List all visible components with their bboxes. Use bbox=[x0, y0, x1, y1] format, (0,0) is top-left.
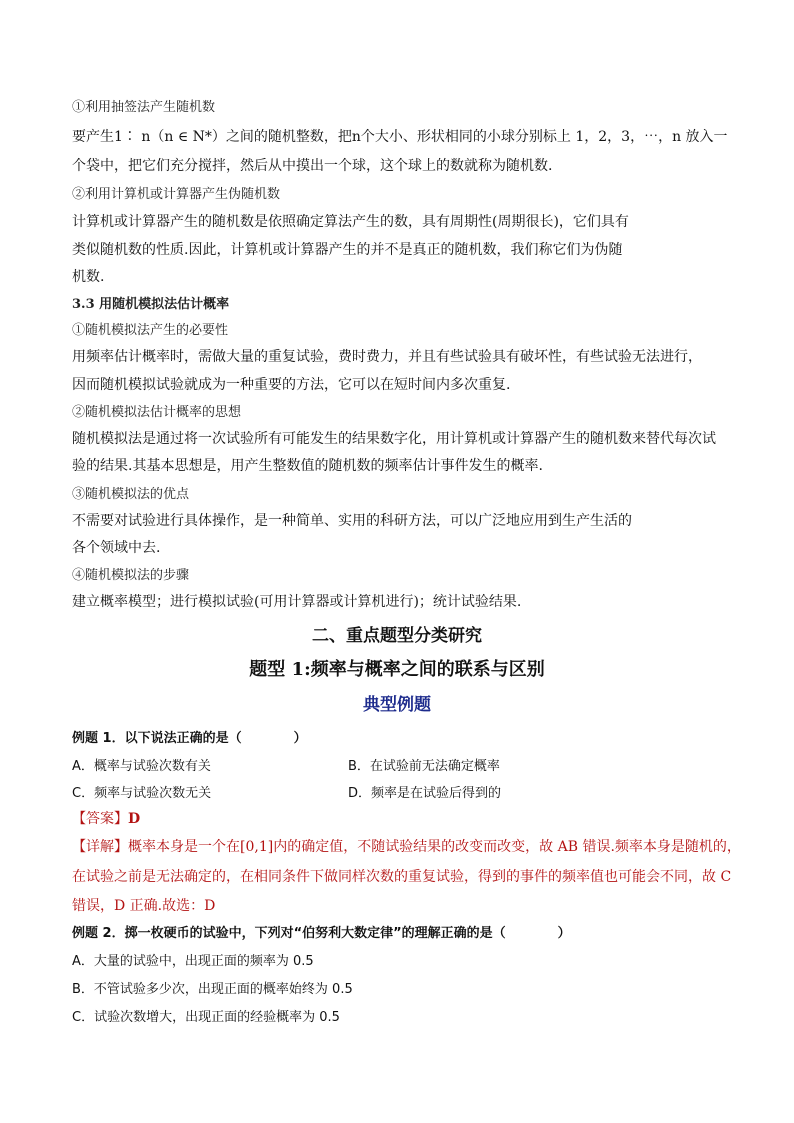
paragraph-line: 不需要对试验进行具体操作，是一种简单、实用的科研方法，可以广泛地应用到生产生活的 bbox=[72, 513, 632, 529]
heading-computer-method: ②利用计算机或计算器产生伪随机数 bbox=[72, 187, 281, 202]
part-title: 二、重点题型分类研究 bbox=[312, 626, 482, 646]
option-c: C．试验次数增大，出现正面的经验概率为 0.5 bbox=[72, 1010, 340, 1025]
detail-row bbox=[72, 836, 741, 856]
paragraph-line: 个袋中，把它们充分搅拌，然后从中摸出一个球，这个球上的数就称为随机数. bbox=[72, 158, 553, 174]
heading-steps: ④随机模拟法的步骤 bbox=[72, 568, 190, 583]
detail-text: 概率本身是一个在[0,1]内的确定值，不随试验结果的改变而改变，故 AB 错误.频率本身是随机的， bbox=[128, 839, 741, 855]
option-d: D．频率是在试验后得到的 bbox=[348, 786, 502, 801]
detail-text: 在试验之前是无法确定的，在相同条件下做同样次数的重复试验，得到的事件的频率值也可能会不同，故 C bbox=[72, 869, 732, 885]
option-a: A．概率与试验次数有关 bbox=[72, 759, 211, 774]
example-2-question: 例题 2．掷一枚硬币的试验中，下列对“伯努利大数定律”的理解正确的是（ ） bbox=[72, 926, 571, 941]
heading-necessity: ①随机模拟法产生的必要性 bbox=[72, 323, 229, 338]
answer-row bbox=[72, 808, 140, 828]
heading-idea: ②随机模拟法估计概率的思想 bbox=[72, 405, 242, 420]
paragraph-line: 计算机或计算器产生的随机数是依照确定算法产生的数，具有周期性(周期很长)，它们具有 bbox=[72, 214, 629, 230]
detail-tag: 【详解】 bbox=[72, 839, 128, 855]
option-c: C．频率与试验次数无关 bbox=[72, 786, 212, 801]
detail-text: 错误，D 正确.故选：D bbox=[72, 898, 216, 914]
example-1-question: 例题 1．以下说法正确的是（ ） bbox=[72, 731, 307, 746]
paragraph-line: 各个领域中去. bbox=[72, 540, 161, 556]
answer-tag: 【答案】 bbox=[72, 811, 128, 827]
question-type-title: 题型 1:频率与概率之间的联系与区别 bbox=[249, 659, 545, 680]
paragraph-line: 建立概率模型；进行模拟试验(可用计算器或计算机进行)；统计试验结果. bbox=[72, 594, 522, 610]
heading-lottery-method: ①利用抽签法产生随机数 bbox=[72, 100, 216, 115]
option-b: B．在试验前无法确定概率 bbox=[348, 759, 500, 774]
option-b: B．不管试验多少次，出现正面的概率始终为 0.5 bbox=[72, 982, 353, 997]
section-title: 3.3 用随机模拟法估计概率 bbox=[72, 297, 230, 312]
paragraph-line: 因而随机模拟试验就成为一种重要的方法，它可以在短时间内多次重复. bbox=[72, 377, 511, 393]
heading-advantages: ③随机模拟法的优点 bbox=[72, 487, 190, 502]
option-a: A．大量的试验中，出现正面的频率为 0.5 bbox=[72, 954, 314, 969]
paragraph-line: 要产生1∶ n（n ∈ N*）之间的随机整数，把n个大小、形状相同的小球分别标上 1，2，3，⋯，n 放入一 bbox=[72, 129, 728, 145]
paragraph-line: 验的结果.其基本思想是，用产生整数值的随机数的频率估计事件发生的概率. bbox=[72, 458, 543, 474]
paragraph-line: 机数. bbox=[72, 269, 105, 285]
paragraph-line: 随机模拟法是通过将一次试验所有可能发生的结果数字化，用计算机或计算器产生的随机数来替代每次试 bbox=[72, 431, 716, 447]
answer-value: D bbox=[128, 811, 141, 827]
paragraph-line: 用频率估计概率时，需做大量的重复试验，费时费力，并且有些试验具有破坏性，有些试验无法进行， bbox=[72, 349, 702, 365]
examples-heading: 典型例题 bbox=[363, 695, 431, 715]
paragraph-line: 类似随机数的性质.因此，计算机或计算器产生的并不是真正的随机数，我们称它们为伪随 bbox=[72, 242, 623, 258]
